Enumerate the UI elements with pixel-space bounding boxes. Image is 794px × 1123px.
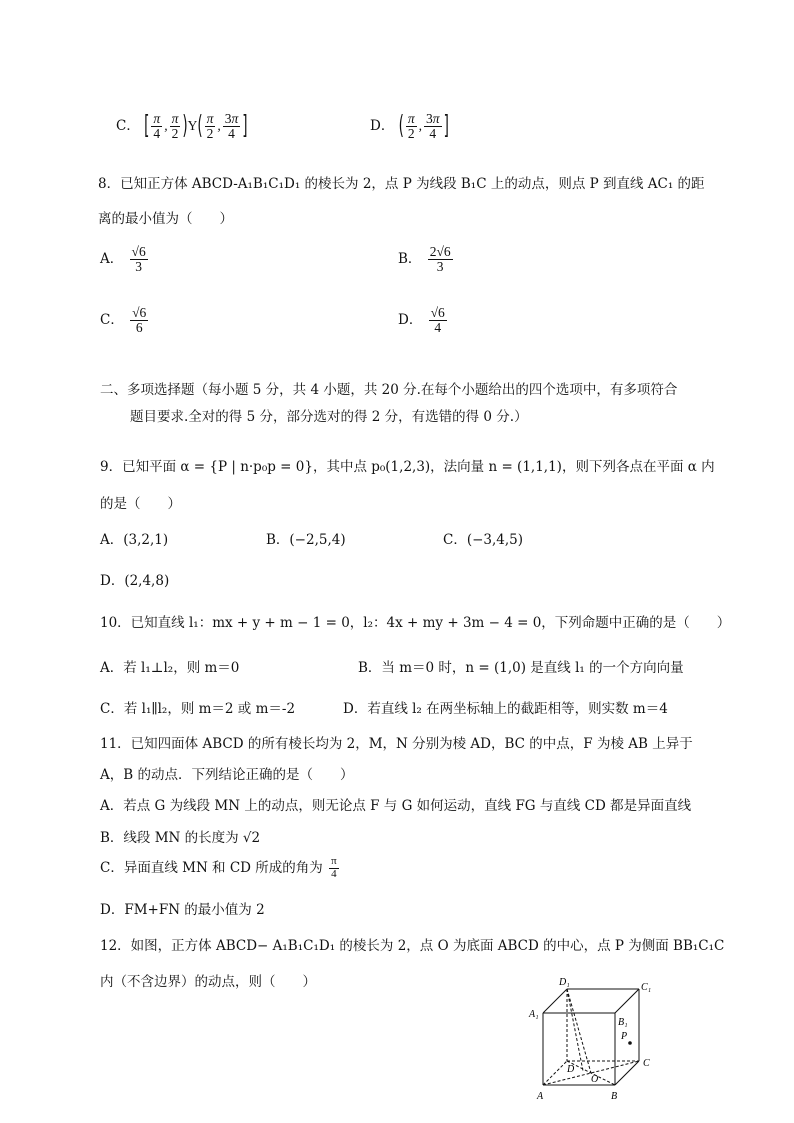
label-a: A bbox=[537, 1091, 544, 1102]
q12-stem-line2: 内（不含边界）的动点，则（ ） bbox=[100, 974, 316, 990]
q8-c-numerator: √6 bbox=[132, 305, 147, 320]
q8-stem-line2: 离的最小值为（ ） bbox=[98, 211, 233, 227]
q11-c-denominator: 4 bbox=[331, 868, 337, 880]
q10-option-d: D．若直线 l₂ 在两坐标轴上的截距相等，则实数 m＝4 bbox=[343, 701, 668, 717]
q10-option-a: A．若 l₁⊥l₂，则 m＝0 bbox=[100, 660, 240, 676]
cube-figure bbox=[525, 975, 665, 1105]
label-b: B bbox=[611, 1091, 618, 1102]
q7-option-c bbox=[116, 112, 248, 141]
edge-bc bbox=[615, 1061, 639, 1085]
section2-line2: 题目要求.全对的得 5 分，部分选对的得 2 分，有选错的得 0 分.） bbox=[130, 409, 528, 425]
q9-option-b: B．(−2,5,4) bbox=[266, 532, 346, 548]
q9-option-c: C．(−3,4,5) bbox=[443, 532, 524, 548]
q8-option-b bbox=[398, 245, 455, 274]
q11-option-a: A．若点 G 为线段 MN 上的动点，则无论点 F 与 G 如何运动，直线 FG 与直线 CD 都是异面直线 bbox=[100, 798, 692, 814]
q8-a-numerator: √6 bbox=[131, 244, 146, 259]
q7-option-c-expr: [ $\frac{\pi}{4}$ , $\frac{\pi}{2}$ )Y( $\frac{\pi}{2}$ , $\frac{3\pi}{4}$ ] bbox=[144, 110, 248, 142]
q8-c-denominator: 6 bbox=[135, 320, 143, 336]
q11-option-c-text: C．异面直线 MN 和 CD 所成的角为 bbox=[100, 860, 323, 876]
q7-option-c-label: C． bbox=[116, 117, 140, 134]
point-p bbox=[628, 1041, 632, 1045]
q10-option-c: C．若 l₁∥l₂，则 m＝2 或 m＝-2 bbox=[100, 701, 296, 717]
q8-stem-line1: 8．已知正方体 ABCD-A₁B₁C₁D₁ 的棱长为 2，点 P 为线段 B₁C 上的动点，则点 P 到直线 AC₁ 的距 bbox=[98, 176, 705, 192]
q10-option-b: B．当 m＝0 时，n = (1,0) 是直线 l₁ 的一个方向向量 bbox=[358, 660, 684, 676]
q8-d-numerator: √6 bbox=[430, 305, 445, 320]
q9-option-a: A．(3,2,1) bbox=[100, 532, 169, 548]
label-c: C bbox=[643, 1058, 650, 1069]
q8-b-denominator: 3 bbox=[436, 259, 444, 275]
q8-option-a-label: A． bbox=[100, 251, 124, 268]
q8-option-b-label: B． bbox=[398, 251, 422, 268]
q8-option-d-label: D． bbox=[398, 312, 423, 329]
q9-stem-line1: 9．已知平面 α = {P | n·p₀p = 0}，其中点 p₀(1,2,3)，法向量 n = (1,1,1)，则下列各点在平面 α 内 bbox=[100, 459, 715, 475]
q11-option-b: B．线段 MN 的长度为 √2 bbox=[100, 830, 261, 846]
q10-stem: 10．已知直线 l₁：mx + y + m − 1 = 0，l₂：4x + my + 3m − 4 = 0，下列命题中正确的是（ ） bbox=[100, 615, 731, 631]
q9-stem-line2: 的是（ ） bbox=[100, 496, 181, 512]
label-c1: C₁ bbox=[641, 982, 652, 993]
segment-d1-hidden-2 bbox=[567, 989, 583, 1071]
edge-b1c1 bbox=[615, 989, 639, 1013]
q12-stem-line1: 12．如图，正方体 ABCD− A₁B₁C₁D₁ 的棱长为 2，点 O 为底面 ABCD 的中心，点 P 为侧面 BB₁C₁C bbox=[100, 938, 725, 954]
label-a1: A₁ bbox=[529, 1009, 539, 1020]
edge-a1d1 bbox=[543, 989, 567, 1013]
q9-option-d: D．(2,4,8) bbox=[100, 573, 170, 589]
q8-option-a bbox=[100, 245, 150, 274]
segment-d1o-hidden bbox=[567, 989, 591, 1073]
q11-stem-line1: 11．已知四面体 ABCD 的所有棱长均为 2，M，N 分别为棱 AD，BC 的中点，F 为棱 AB 上异于 bbox=[100, 736, 693, 752]
q7-option-d bbox=[370, 112, 449, 141]
q7-option-d-label: D． bbox=[370, 117, 395, 134]
q8-option-c bbox=[100, 306, 150, 335]
q11-stem-line2: A，B 的动点．下列结论正确的是（ ） bbox=[100, 767, 354, 783]
q8-option-d bbox=[398, 306, 449, 335]
label-d: D bbox=[567, 1064, 575, 1075]
q11-option-d: D．FM+FN 的最小值为 2 bbox=[100, 902, 265, 918]
q8-a-denominator: 3 bbox=[135, 259, 142, 275]
q7-option-d-expr: ( $\frac{\pi}{2}$ , $\frac{3\pi}{4}$ ] bbox=[398, 110, 449, 142]
q8-option-c-label: C． bbox=[100, 312, 124, 329]
edge-ad-hidden bbox=[543, 1061, 567, 1085]
label-b1: B₁ bbox=[618, 1017, 628, 1028]
q8-d-denominator: 4 bbox=[434, 320, 442, 336]
label-d1: D₁ bbox=[559, 977, 570, 988]
section2-line1: 二、多项选择题（每小题 5 分，共 4 小题，共 20 分.在每个小题给出的四个选项中，有多项符合 bbox=[100, 382, 678, 398]
label-p: P bbox=[621, 1031, 628, 1042]
label-o: O bbox=[591, 1074, 599, 1085]
q11-option-c bbox=[100, 856, 341, 881]
q8-b-numerator: 2√6 bbox=[429, 244, 451, 259]
q11-c-numerator: π bbox=[331, 855, 337, 868]
